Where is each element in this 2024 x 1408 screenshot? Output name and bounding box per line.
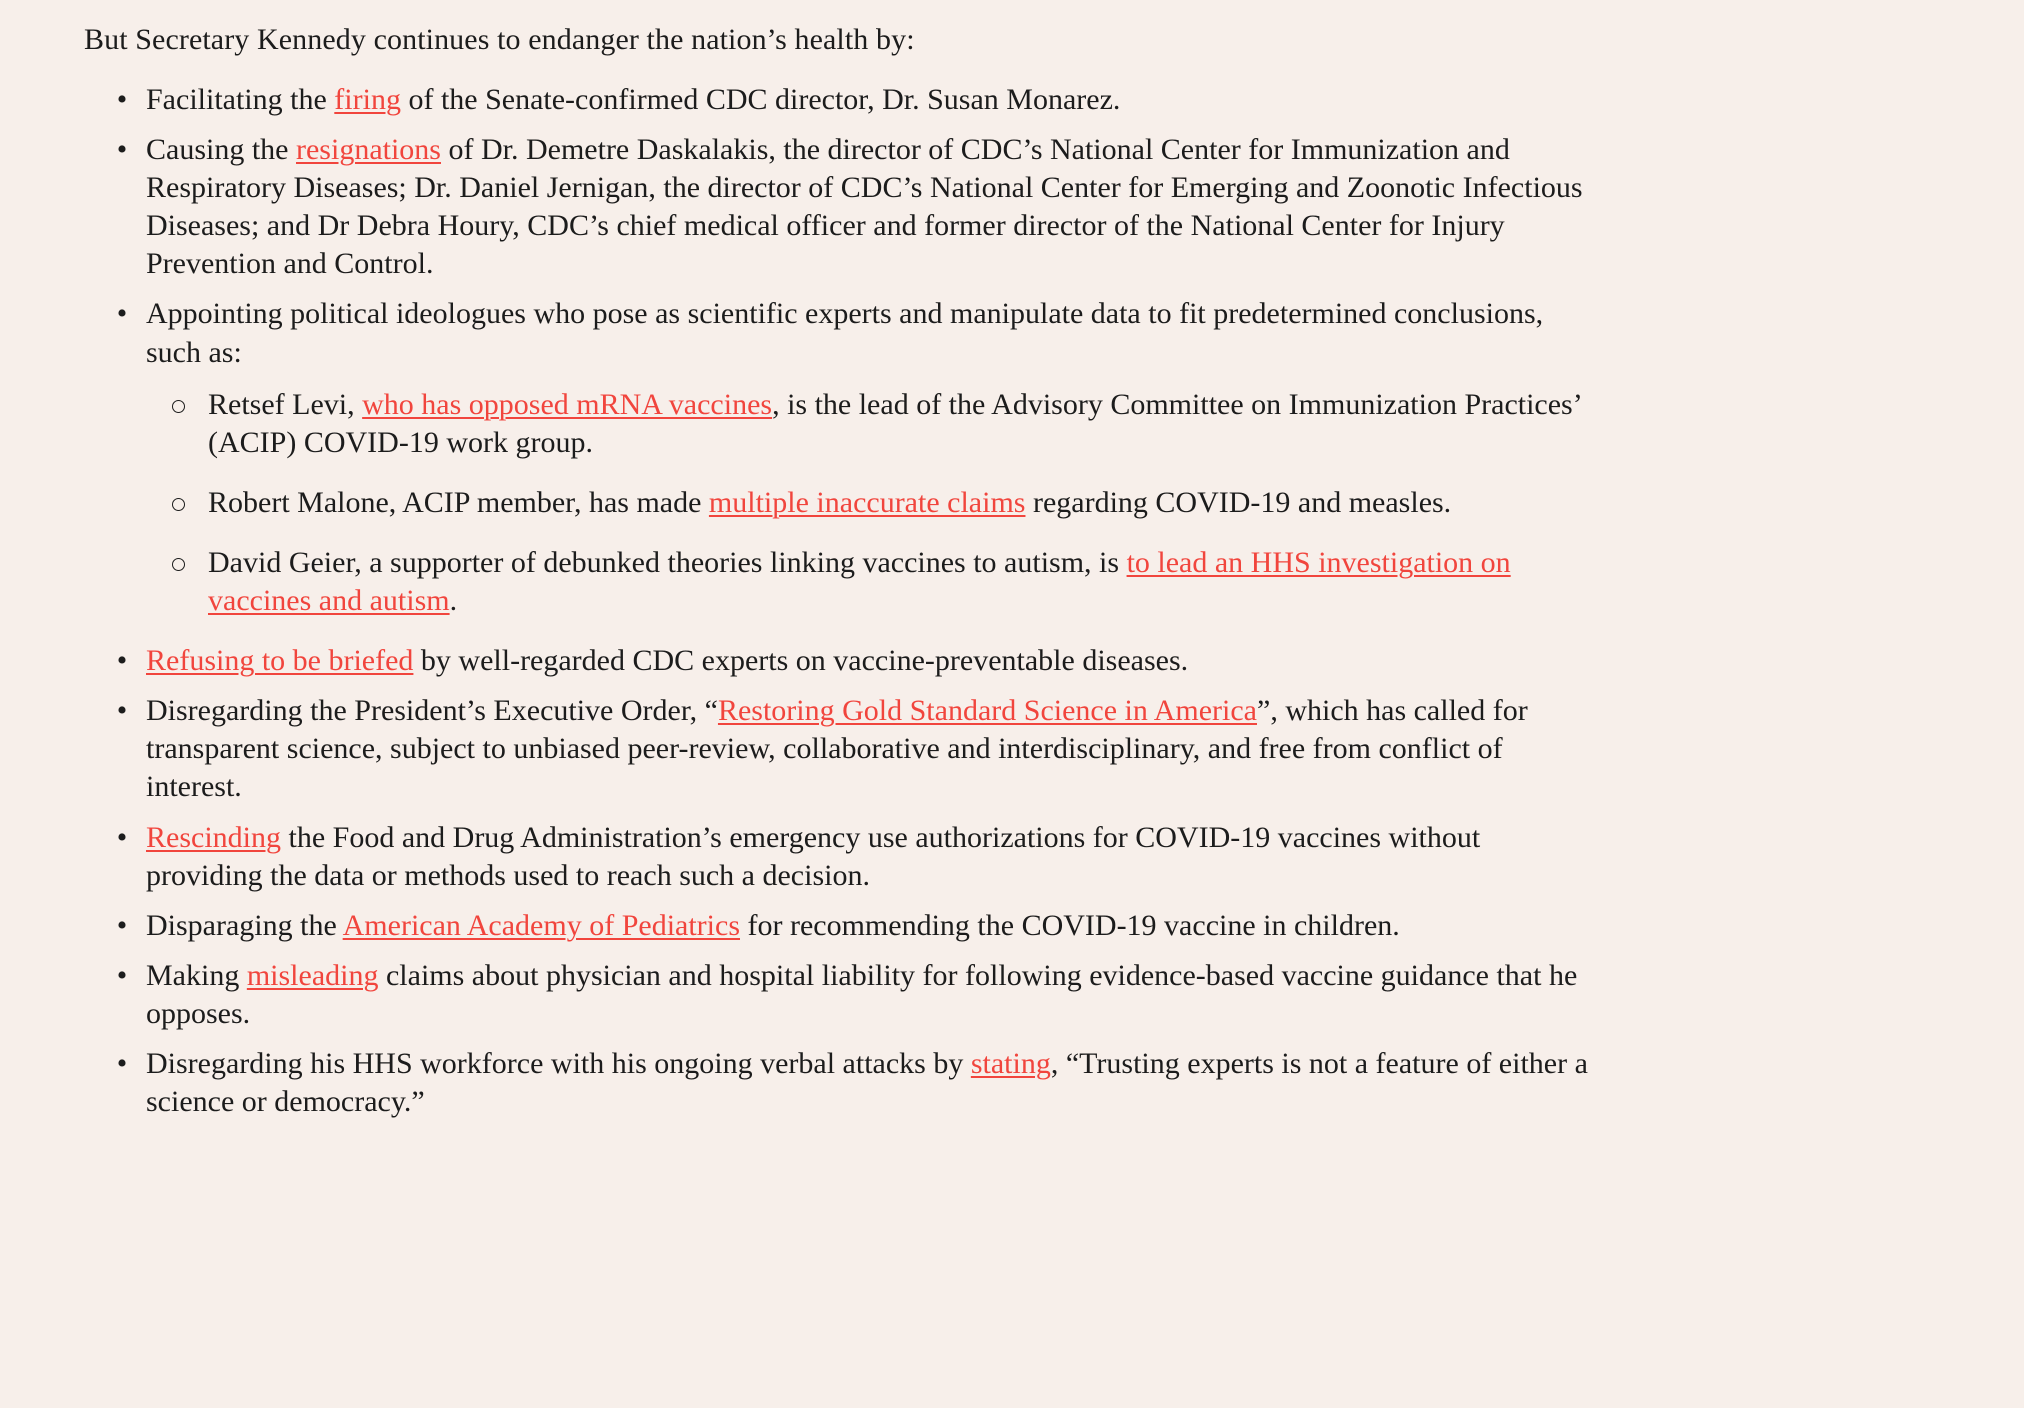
inline-text: regarding COVID-19 and measles.: [1025, 485, 1452, 519]
nested-list-item: [146, 544, 1596, 620]
inline-link[interactable]: misleading: [246, 958, 379, 992]
inline-link[interactable]: stating: [970, 1046, 1051, 1080]
inline-text: Causing the: [146, 133, 296, 167]
intro-paragraph: But Secretary Kennedy continues to endanger the nation’s health by:: [84, 23, 915, 56]
inline-text: , “Trusting experts is not a feature of either a science or democracy.”: [146, 1046, 1588, 1119]
bullet-marker-icon: •: [116, 133, 128, 167]
bullet-marker-icon: •: [116, 958, 128, 992]
bullet-marker-icon: •: [116, 83, 128, 116]
inline-text: , is the lead of the Advisory Committee on Immunization Practices’ (ACIP) COVID-19 work group.: [208, 387, 1581, 459]
inline-link[interactable]: resignations: [296, 133, 441, 167]
inline-link[interactable]: Rescinding: [146, 820, 281, 854]
inline-text: Appointing political ideologues who pose as scientific experts and manipulate data to fit predetermined conclusions, such as:: [146, 297, 1544, 369]
inline-link[interactable]: Restoring Gold Standard Science in America: [717, 694, 1257, 728]
inline-text: Facilitating the: [146, 83, 335, 116]
list-item: [84, 642, 1596, 680]
inline-link[interactable]: who has opposed mRNA vaccines: [362, 387, 773, 421]
hollow-bullet-marker-icon: [172, 498, 185, 511]
inline-text: the Food and Drug Administration’s emergency use authorizations for COVID-19 vaccines without providing the data or methods used to reach such a decision.: [146, 820, 1481, 892]
nested-list: [146, 386, 1596, 620]
bullet-marker-icon: •: [116, 694, 128, 728]
inline-link[interactable]: Refusing to be briefed: [146, 644, 414, 678]
list-item: [84, 1045, 1596, 1121]
bullet-marker-icon: •: [116, 908, 128, 942]
list-item: [84, 907, 1596, 945]
hollow-bullet-marker-icon: [172, 400, 185, 413]
inline-text: for recommending the COVID-19 vaccine in children.: [740, 908, 1400, 942]
nested-list-item: [146, 484, 1596, 522]
bullet-marker-icon: •: [116, 820, 128, 854]
inline-link[interactable]: firing: [334, 83, 401, 116]
inline-text: Retsef Levi,: [208, 387, 363, 421]
inline-text: Disregarding his HHS workforce with his ongoing verbal attacks by: [146, 1046, 971, 1080]
inline-text: .: [449, 584, 458, 618]
inline-link[interactable]: to lead an HHS investigation on vaccines and autism: [208, 545, 1511, 618]
inline-link[interactable]: American Academy of Pediatrics: [342, 908, 740, 942]
list-item: [84, 295, 1596, 620]
list-item: [84, 131, 1596, 283]
inline-text: Robert Malone, ACIP member, has made: [208, 485, 709, 519]
nested-list-item: [146, 386, 1596, 462]
bullet-marker-icon: •: [116, 644, 128, 678]
inline-text: David Geier, a supporter of debunked theories linking vaccines to autism, is: [208, 545, 1127, 579]
list-item: [84, 957, 1596, 1033]
inline-text: by well-regarded CDC experts on vaccine-preventable diseases.: [413, 644, 1189, 678]
endangerment-list: [84, 81, 1960, 1121]
inline-text: Making: [146, 958, 247, 992]
inline-text: of the Senate-confirmed CDC director, Dr. Susan Monarez.: [400, 83, 1121, 116]
inline-text: ”, which has called for transparent science, subject to unbiased peer-review, collaborative and interdisciplinary, and free from conflict of interest.: [146, 694, 1528, 804]
inline-text: Disparaging the: [146, 908, 343, 942]
list-item: [84, 692, 1596, 806]
list-item: [84, 819, 1596, 895]
bullet-marker-icon: •: [116, 297, 128, 331]
inline-text: of Dr. Demetre Daskalakis, the director of CDC’s National Center for Immunization and Respiratory Diseases; Dr. Daniel Jernigan, the director of CDC’s National Center for Emerging and Zoonotic Infectious Diseases; and Dr Debra Houry, CDC’s chief medical officer and former director of the National Center for Injury Prevention and Control.: [146, 133, 1583, 281]
inline-text: claims about physician and hospital liability for following evidence-based vaccine guidance that he opposes.: [146, 958, 1578, 1030]
hollow-bullet-marker-icon: [172, 558, 185, 571]
list-item: [84, 81, 1596, 119]
inline-link[interactable]: multiple inaccurate claims: [708, 485, 1026, 519]
inline-text: Disregarding the President’s Executive Order, “: [146, 694, 718, 728]
bullet-marker-icon: •: [116, 1046, 128, 1080]
